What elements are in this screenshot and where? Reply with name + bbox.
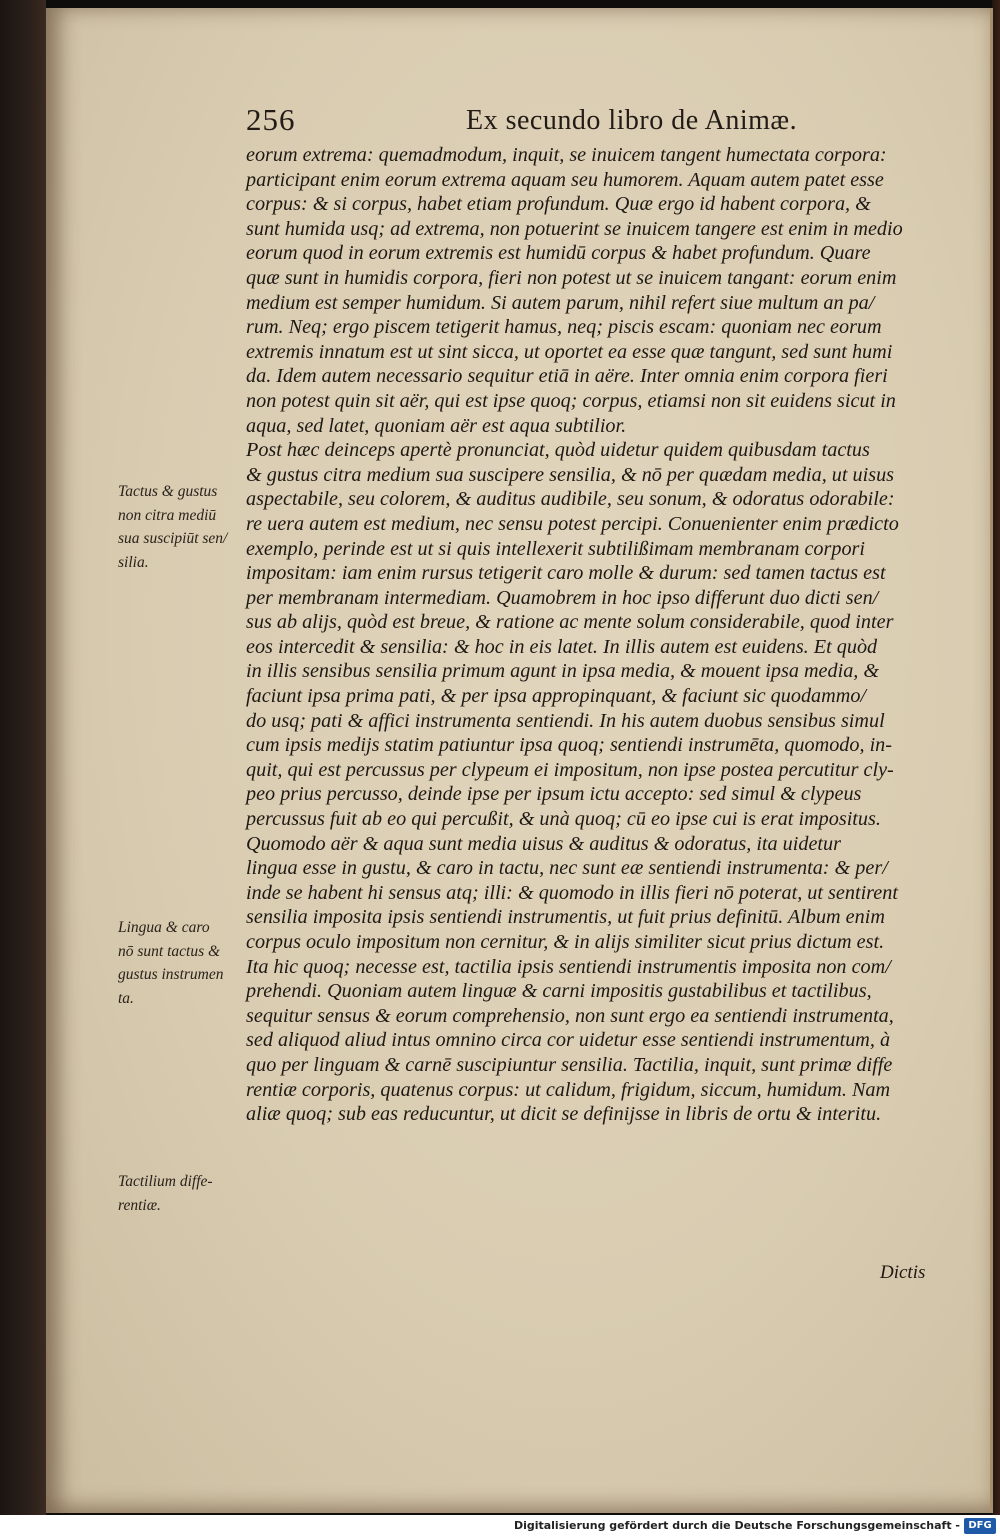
text-line: aqua, sed latet, quoniam aër est aqua subtilior. — [246, 414, 627, 437]
text-line: eorum quod in eorum extremis est humidū corpus & habet profundum. Quare — [246, 242, 871, 265]
margin-note-line: sua suscipiūt sen/ — [118, 530, 228, 547]
text-line: sunt humida usq; ad extrema, non potuerint se inuicem tangere est enim in medio — [246, 217, 903, 240]
text-line: non potest quin sit aër, qui est ipse quoq; corpus, etiamsi non sit euidens sicut in — [246, 389, 896, 412]
text-line: sensilia imposita ipsis sentiendi instrumentis, ut fuit prius definitū. Album enim — [246, 906, 885, 929]
margin-note-tactus-gustus — [118, 480, 243, 574]
text-line: sed aliquod aliud intus omnino circa cor uidetur esse sentiendi instrumentum, à — [246, 1029, 891, 1052]
margin-note-line: Tactus & gustus — [118, 483, 218, 500]
margin-note-line: Tactilium diffe- — [118, 1173, 213, 1190]
running-head — [246, 102, 806, 142]
text-line: exemplo, perinde est ut si quis intellexerit subtilißimam membranam corpori — [246, 537, 866, 560]
text-line: do usq; pati & affici instrumenta sentiendi. In his autem duobus sensibus simul — [246, 709, 885, 732]
text-line: impositam: iam enim rursus tetigerit caro molle & durum: sed tamen tactus est — [246, 562, 886, 585]
text-line: faciunt ipsa prima pati, & per ipsa appropinquant, & faciunt sic quodammo/ — [246, 685, 867, 708]
text-line: aspectabile, seu colorem, & auditus audibile, seu sonum, & odoratus odorabile: — [246, 488, 895, 511]
text-line: percussus fuit ab eo qui percußit, & unà quoq; cū eo ipse cui is erat impositus. — [246, 808, 881, 831]
main-text-column — [246, 143, 936, 1127]
text-line: lingua esse in gustu, & caro in tactu, nec sunt eæ sentiendi instrumenta: & per/ — [246, 857, 888, 880]
footer-bar — [0, 1515, 1000, 1538]
text-line: inde se habent hi sensus atq; illi: & quomodo in illis fieri nō poterat, ut sentirent — [246, 881, 898, 904]
text-line: re uera autem est medium, nec sensu potest percipi. Conuenienter enim prædicto — [246, 512, 899, 535]
margin-note-line: nō sunt tactus & — [118, 942, 221, 960]
text-line: eorum extrema: quemadmodum, inquit, se inuicem tangent humectata corpora: — [246, 144, 887, 166]
text-line: prehendi. Quoniam autem linguæ & carni impositis gustabilibus et tactilibus, — [246, 980, 872, 1003]
text-line: in illis sensibus sensilia primum agunt in ipsa media, & mouent ipsa media, & — [246, 660, 880, 683]
dfg-logo-icon: DFG — [964, 1518, 996, 1534]
text-line: sequitur sensus & eorum comprehensio, non sunt ergo ea sentiendi instrumenta, — [246, 1004, 894, 1027]
margin-note-line: silia. — [118, 553, 149, 571]
text-line: peo prius percusso, deinde ipse per ipsum ictu accepto: sed simul & clypeus — [246, 783, 862, 806]
text-line: aliæ quoq; sub eas reducuntur, ut dicit se definijsse in libris de ortu & interitu. — [246, 1103, 882, 1126]
text-line: eos intercedit & sensilia: & hoc in eis latet. In illis autem est euidens. Et quòd — [246, 635, 878, 658]
text-line: extremis innatum est ut sint sicca, ut oportet ea esse quæ tangunt, sed sunt humi — [246, 340, 893, 363]
book-edge-left — [0, 0, 46, 1515]
text-line: corpus: & si corpus, habet etiam profundum. Quæ ergo id habent corpora, & — [246, 193, 871, 216]
text-line: cum ipsis medijs statim patiuntur ipsa quoq; sentiendi instrumēta, quomodo, in- — [246, 734, 892, 757]
margin-note-line: non citra mediū — [118, 506, 217, 524]
margin-note-line: Lingua & caro — [118, 919, 210, 936]
footer-credit: Digitalisierung gefördert durch die Deutsche Forschungsgemeinschaft - — [513, 1519, 960, 1532]
text-line: da. Idem autem necessario sequitur etiā in aëre. Inter omnia enim corpora fieri — [246, 365, 888, 388]
text-line: rum. Neq; ergo piscem tetigerit hamus, neq; piscis escam: quoniam nec eorum — [246, 316, 882, 339]
text-line: Quomodo aër & aqua sunt media uisus & auditus & odoratus, ita uidetur — [246, 832, 841, 855]
margin-note-lingua-caro — [118, 916, 243, 1010]
margin-note-line: rentiæ. — [118, 1196, 161, 1214]
text-line: rentiæ corporis, quatenus corpus: ut calidum, frigidum, siccum, humidum. Nam — [246, 1078, 891, 1101]
text-line: medium est semper humidum. Si autem parum, nihil refert siue multum an pa/ — [246, 291, 875, 314]
running-head-title: Ex secundo libro de Animæ. — [466, 105, 798, 136]
catchword: Dictis — [880, 1262, 926, 1283]
book-edge-right — [992, 0, 1000, 1515]
text-line: corpus oculo impositum non cernitur, & in alijs similiter sicut prius dictum est. — [246, 931, 885, 953]
margin-note-line: gustus instrumen — [118, 966, 224, 983]
text-line: quit, qui est percussus per clypeum ei impositum, non ipse postea percutitur cly- — [246, 758, 894, 781]
text-line: Post hæc deinceps apertè pronunciat, quòd uidetur quidem quibusdam tactus — [246, 439, 870, 462]
text-line: quo per linguam & carnē suscipiuntur sensilia. Tactilia, inquit, sunt primæ diffe — [246, 1053, 893, 1076]
text-line: sus ab alijs, quòd est breue, & ratione ac mente solum considerabile, quod inter — [246, 611, 894, 634]
margin-note-tactilium — [118, 1170, 243, 1217]
text-line: per membranam intermediam. Quamobrem in hoc ipso differunt duo dicti sen/ — [246, 586, 879, 609]
text-line: & gustus citra medium sua suscipere sensilia, & nō per quædam media, ut uisus — [246, 463, 895, 486]
text-line: quæ sunt in humidis corpora, fieri non potest ut se inuicem tangant: eorum enim — [246, 266, 897, 289]
text-line: participant enim eorum extrema aquam seu humorem. Aquam autem patet esse — [246, 168, 884, 191]
margin-note-line: ta. — [118, 989, 134, 1007]
text-line: Ita hic quoq; necesse est, tactilia ipsis sentiendi instrumentis imposita non com/ — [246, 955, 891, 978]
page-number: 256 — [246, 102, 296, 137]
